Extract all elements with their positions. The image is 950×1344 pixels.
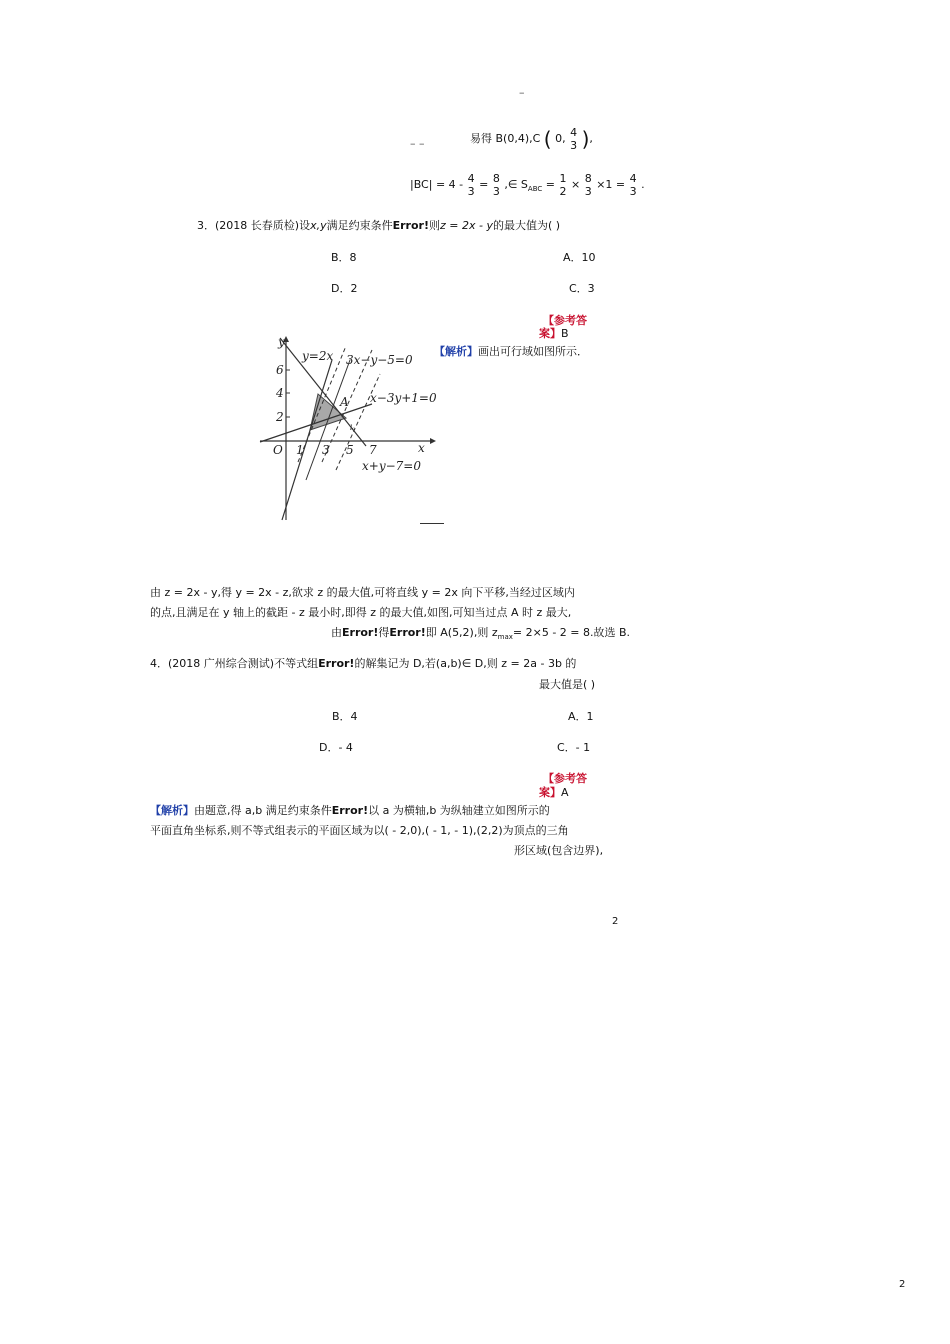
answer-value: B	[561, 327, 569, 340]
fraction: 8 3	[584, 172, 592, 198]
analysis-tag: 【解析】	[150, 804, 194, 817]
q3-analysis-intro: 【解析】画出可行域如图所示．	[434, 345, 588, 358]
q3-answer-tag-line1: 【参考答	[543, 314, 587, 327]
q3-solution-line1: 由 z = 2x - y,得 y = 2x - z,欲求 z 的最大值,可将直线 y = 2x 向下平移,当经过区域内	[150, 586, 575, 599]
label-3x: 3x−y−5=0	[346, 353, 413, 367]
q4-answer-tag-line1: 【参考答	[543, 772, 587, 785]
q4-option-b: B．4	[332, 710, 358, 723]
tick-label: 6	[276, 363, 284, 377]
q3-option-c: C．3	[569, 282, 595, 295]
origin-label: O	[273, 443, 283, 457]
question-4-stem-line2: 最大值是( )	[539, 678, 596, 691]
bc-lhs: |BC| = 4 -	[410, 178, 464, 191]
error-placeholder: Error!	[389, 626, 426, 639]
tick-label: 7	[369, 443, 377, 457]
answer-tag: 案】	[539, 327, 561, 340]
x-axis-label: x	[418, 441, 425, 455]
q4-option-d: D．- 4	[319, 741, 353, 754]
analysis-tag: 【解析】	[434, 345, 478, 358]
area-subscript: ABC	[527, 185, 543, 194]
y-axis-label: y	[278, 335, 285, 349]
label-x3y: x−3y+1=0	[370, 391, 437, 405]
q3-answer	[539, 325, 569, 341]
times: ×	[570, 178, 581, 191]
answer-value: A	[561, 786, 569, 799]
tick-label: 4	[276, 386, 284, 400]
label-y-2x: y=2x	[302, 349, 334, 363]
q4-option-a: A．1	[568, 710, 594, 723]
question-3-stem: 3．(2018 长春质检)设x,y满足约束条件Error!则z = 2x - y的最大值为( )	[197, 219, 561, 232]
feasible-region-graph	[250, 330, 450, 530]
paren-right: )	[581, 127, 590, 151]
dash-mark: –	[519, 86, 525, 99]
point-a-label: A	[340, 395, 349, 409]
tick-label: 5	[346, 443, 354, 457]
equals: =	[545, 178, 555, 191]
answer-tag: 案】	[539, 786, 561, 799]
tick-label: 2	[276, 410, 284, 424]
dash-mark: – –	[410, 137, 425, 150]
page-number: 2	[612, 916, 619, 927]
point-coords-line: 易得 B(0,4),C ( 0, 4 3 ),	[470, 126, 593, 152]
q4-analysis-line3: 形区域(包含边界),	[514, 844, 604, 857]
q4-analysis-line1: 【解析】由题意,得 a,b 满足约束条件Error!以 a 为横轴,b 为纵轴建立如图所示的	[150, 804, 550, 817]
question-4-stem: 4．(2018 广州综合测试)不等式组Error!的解集记为 D,若(a,b)∈ D,则 z = 2a - 3b 的	[150, 657, 577, 670]
error-placeholder: Error!	[318, 657, 355, 670]
error-placeholder: Error!	[392, 219, 429, 232]
page-number-corner: 2	[899, 1279, 906, 1290]
area-symbol: ,∈ S	[504, 178, 528, 191]
bc-length-line	[410, 172, 645, 198]
q3-option-a: A．10	[563, 251, 596, 264]
subscript: max	[497, 633, 513, 642]
fraction: 1 2	[559, 172, 567, 198]
q3-solution-line2: 的点,且满足在 y 轴上的截距 - z 最小时,即得 z 的最大值,如图,可知当过点 A 时 z 最大,	[150, 606, 572, 619]
fraction: 8 3	[492, 172, 500, 198]
q4-answer	[539, 784, 569, 800]
q4-analysis-line2: 平面直角坐标系,则不等式组表示的平面区域为以( - 2,0),( - 1, - 1),(2,2)为顶点的三角	[150, 824, 569, 837]
error-placeholder: Error!	[342, 626, 379, 639]
l0-label: l₀	[350, 424, 356, 432]
divider	[420, 523, 444, 524]
fraction: 4 3	[570, 126, 578, 152]
period: .	[641, 178, 645, 191]
equals: =	[479, 178, 489, 191]
tick-label: 3	[322, 443, 330, 457]
fraction: 4 3	[467, 172, 475, 198]
q3-solution-line3: 由Error!得Error!即 A(5,2),则 $z_{max}= 2\times 5 - 2 = 8$.故选 B.	[331, 626, 631, 642]
q4-option-c: C．- 1	[557, 741, 591, 754]
x-axis-arrow	[430, 438, 436, 444]
times-one: ×1 =	[596, 178, 626, 191]
fraction: 4 3	[629, 172, 637, 198]
label-xy7: x+y−7=0	[362, 459, 421, 473]
q3-option-b: B．8	[331, 251, 357, 264]
coord-zero: 0,	[555, 132, 566, 145]
point-text: 易得 B(0,4),C	[470, 132, 541, 145]
q3-option-d: D．2	[331, 282, 358, 295]
tick-label: 1	[296, 443, 304, 457]
error-placeholder: Error!	[331, 804, 369, 817]
paren-left: (	[543, 127, 552, 151]
